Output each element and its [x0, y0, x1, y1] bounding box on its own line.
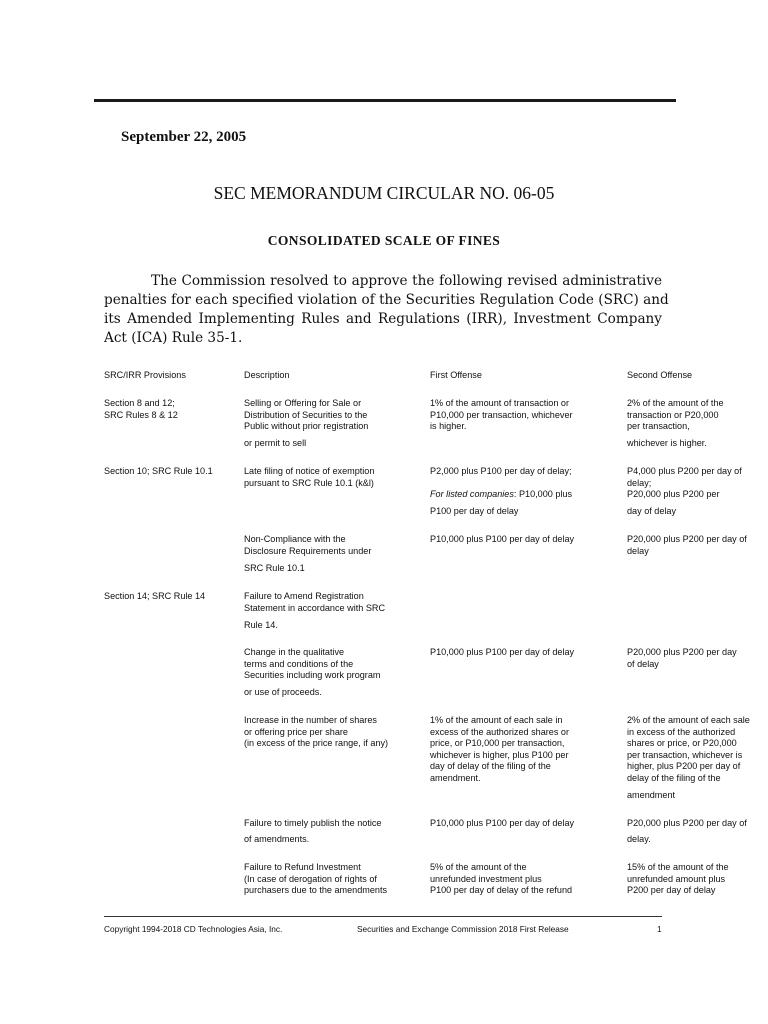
second-offense-text: P200 per day of delay — [627, 885, 716, 895]
second-offense-text: delay — [627, 546, 649, 556]
description-text: Late filing of notice of exemption — [244, 466, 375, 476]
description-text: Distribution of Securities to the — [244, 410, 368, 420]
header-provisions: SRC/IRR Provisions — [104, 370, 186, 380]
second-offense-text: delay of the filing of the — [627, 773, 721, 783]
description-text: Selling or Offering for Sale or — [244, 398, 362, 408]
provision-text: Section 14; SRC Rule 14 — [104, 591, 206, 601]
second-offense-text: in excess of the authorized — [627, 727, 736, 737]
description-text: terms and conditions of the — [244, 659, 354, 669]
paragraph-line: The Commission resolved to approve the following revised administrative — [151, 273, 662, 289]
header-first-offense: First Offense — [430, 370, 482, 380]
footer-release: Securities and Exchange Commission 2018 First Release — [357, 924, 569, 934]
first-offense-text: P10,000 plus P100 per day of delay — [430, 647, 575, 657]
second-offense-text: 15% of the amount of the — [627, 862, 729, 872]
second-offense-text: unrefunded amount plus — [627, 874, 726, 884]
second-offense-text: P20,000 plus P200 per day — [627, 647, 737, 657]
listed-companies-amount: : P10,000 plus — [513, 489, 573, 499]
second-offense-text: P20,000 plus P200 per day of — [627, 818, 747, 828]
provision-text: SRC Rules 8 & 12 — [104, 410, 178, 420]
first-offense-text: P2,000 plus P100 per day of delay; — [430, 466, 572, 476]
description-text: (in excess of the price range, if any) — [244, 738, 389, 748]
first-offense-text: P10,000 plus P100 per day of delay — [430, 818, 575, 828]
first-offense-text: 1% of the amount of transaction or — [430, 398, 570, 408]
second-offense-text: per transaction, — [627, 421, 690, 431]
second-offense-text: P20,000 plus P200 per day of — [627, 534, 747, 544]
provision-text: Section 10; SRC Rule 10.1 — [104, 466, 213, 476]
footer-copyright: Copyright 1994-2018 CD Technologies Asia, Inc. — [104, 924, 283, 934]
first-offense-text: P100 per day of delay of the refund — [430, 885, 573, 895]
description-text: Non-Compliance with the — [244, 534, 346, 544]
description-text: pursuant to SRC Rule 10.1 (k&l) — [244, 478, 374, 488]
paragraph-line: Act (ICA) Rule 35-1. — [104, 329, 243, 346]
first-offense-text: amendment. — [430, 773, 481, 783]
second-offense-column — [627, 360, 750, 900]
first-offense-text: excess of the authorized shares or — [430, 727, 570, 737]
listed-companies-label: For listed companies — [430, 489, 514, 499]
second-offense-text: of delay — [627, 659, 659, 669]
second-offense-text: shares or price, or P20,000 — [627, 738, 737, 748]
document-title: SEC MEMORANDUM CIRCULAR NO. 06-05 — [213, 183, 555, 203]
paragraph-line: its Amended Implementing Rules and Regulations (IRR), Investment Company — [104, 310, 662, 327]
description-text: Public without prior registration — [244, 421, 369, 431]
description-text: of amendments. — [244, 834, 310, 844]
first-offense-text: P100 per day of delay — [430, 506, 519, 516]
description-text: (In case of derogation of rights of — [244, 874, 377, 884]
description-text: purchasers due to the amendments — [244, 885, 388, 895]
first-offense-text: P10,000 per transaction, whichever — [430, 410, 573, 420]
paragraph-line: penalties for each specified violation of the Securities Regulation Code (SRC) and — [104, 291, 669, 308]
provision-text: Section 8 and 12; — [104, 398, 175, 408]
document-subtitle: CONSOLIDATED SCALE OF FINES — [267, 233, 501, 248]
first-offense-text: whichever is higher, plus P100 per — [430, 750, 569, 760]
description-text: Failure to Amend Registration — [244, 591, 364, 601]
description-text: Statement in accordance with SRC — [244, 603, 386, 613]
description-text: Failure to timely publish the notice — [244, 818, 382, 828]
second-offense-text: P4,000 plus P200 per day of — [627, 466, 742, 476]
description-text: or permit to sell — [244, 438, 307, 448]
document-date: September 22, 2005 — [121, 129, 247, 145]
header-second-offense: Second Offense — [627, 370, 693, 380]
second-offense-text: per transaction, whichever is — [627, 750, 743, 760]
second-offense-text: delay. — [627, 834, 651, 844]
first-offense-text: price, or P10,000 per transaction, — [430, 738, 565, 748]
first-offense-text — [430, 489, 572, 501]
first-offense-text: unrefunded investment plus — [430, 874, 542, 884]
description-text: Increase in the number of shares — [244, 715, 377, 725]
first-offense-text: day of delay of the filing of the — [430, 761, 551, 771]
second-offense-text: higher, plus P200 per day of — [627, 761, 741, 771]
footer-page-number: 1 — [657, 924, 662, 934]
second-offense-text: day of delay — [627, 506, 677, 516]
description-text: or offering price per share — [244, 727, 348, 737]
first-offense-text: 1% of the amount of each sale in — [430, 715, 563, 725]
footer-rule — [104, 916, 662, 917]
first-offense-text: is higher. — [430, 421, 467, 431]
description-text: Change in the qualitative — [244, 647, 345, 657]
first-offense-text: 5% of the amount of the — [430, 862, 527, 872]
description-text: Rule 14. — [244, 620, 278, 630]
description-text: SRC Rule 10.1 — [244, 563, 305, 573]
description-text: Disclosure Requirements under — [244, 546, 372, 556]
first-offense-text: P10,000 plus P100 per day of delay — [430, 534, 575, 544]
second-offense-text: P20,000 plus P200 per — [627, 489, 720, 499]
second-offense-text: delay; — [627, 478, 652, 488]
second-offense-text: 2% of the amount of the — [627, 398, 724, 408]
second-offense-text: amendment — [627, 790, 676, 800]
description-text: Securities including work program — [244, 670, 381, 680]
second-offense-text: transaction or P20,000 — [627, 410, 719, 420]
description-text: Failure to Refund Investment — [244, 862, 361, 872]
second-offense-text: 2% of the amount of each sale — [627, 715, 750, 725]
description-text: or use of proceeds. — [244, 687, 322, 697]
header-description: Description — [244, 370, 290, 380]
second-offense-text: whichever is higher. — [627, 438, 707, 448]
